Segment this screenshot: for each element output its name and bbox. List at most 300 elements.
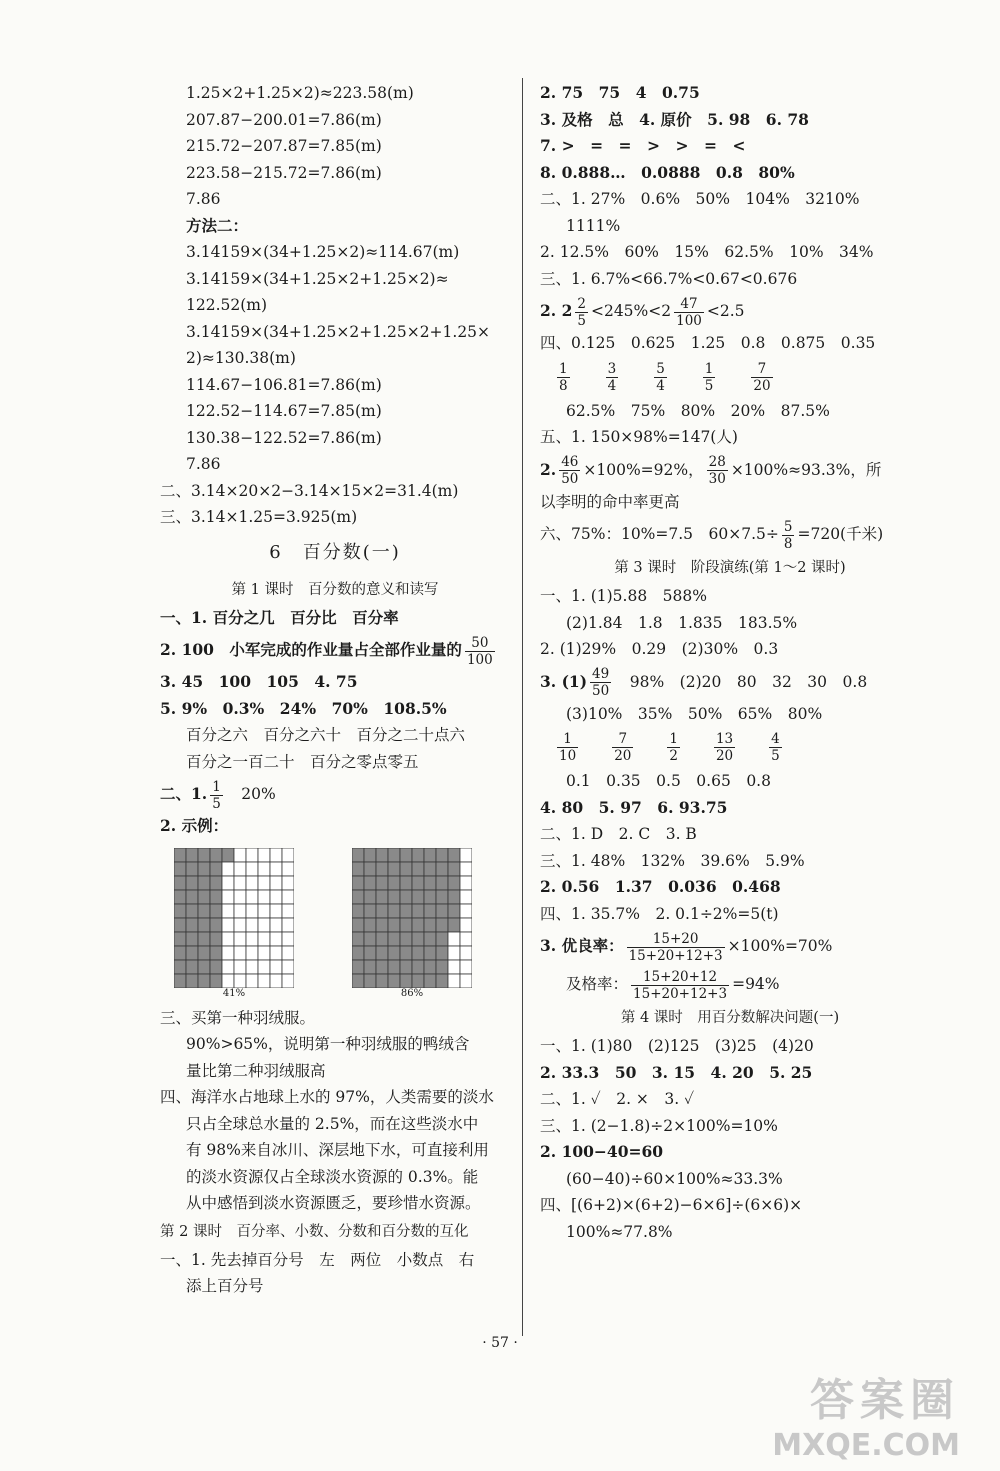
grid-cell-empty bbox=[258, 918, 270, 932]
answer-text: 二、1. bbox=[160, 784, 208, 803]
grid-cell-empty bbox=[270, 974, 282, 988]
answer-line bbox=[160, 631, 510, 669]
answer-line: 122.52−114.67=7.85(m) bbox=[186, 402, 382, 420]
grid-cell-filled bbox=[174, 974, 186, 988]
grid-cell-empty bbox=[222, 932, 234, 946]
answer-line: 3.14159×(34+1.25×2)≈114.67(m) bbox=[186, 243, 460, 261]
grid-cell-filled bbox=[424, 904, 436, 918]
answer-line: 有 98%来自冰川、深层地下水，可直接利用 bbox=[186, 1141, 489, 1159]
grid-cell-empty bbox=[258, 890, 270, 904]
grid-cell-filled bbox=[174, 918, 186, 932]
answer-text: ×100%=92%， bbox=[583, 460, 704, 479]
answer-line bbox=[540, 927, 920, 965]
grid-cell-empty bbox=[222, 946, 234, 960]
answer-text: 3. (1) bbox=[540, 671, 588, 691]
answer-line: 三、1. 48% 132% 39.6% 5.9% bbox=[540, 851, 805, 870]
grid-cell-filled bbox=[424, 918, 436, 932]
fraction: $\frac{47}{100}$ bbox=[676, 295, 702, 329]
grid-cell-empty bbox=[258, 946, 270, 960]
grid-cell-filled bbox=[388, 932, 400, 946]
grid-cell-filled bbox=[436, 946, 448, 960]
grid-cell-filled bbox=[210, 946, 222, 960]
grid-cell-empty bbox=[234, 904, 246, 918]
grid-cell-empty bbox=[246, 974, 258, 988]
grid-cell-empty bbox=[222, 890, 234, 904]
answer-line: 一、1. 先去掉百分号 左 两位 小数点 右 bbox=[160, 1250, 475, 1269]
grid-cell-filled bbox=[424, 974, 436, 988]
grid-cell-filled bbox=[186, 918, 198, 932]
answer-text: =94% bbox=[732, 975, 780, 993]
answer-line: 三、1. 6.7%<66.7%<0.67<0.676 bbox=[540, 269, 798, 288]
grid-cell-filled bbox=[364, 974, 376, 988]
fraction: $\frac{4}{5}$ bbox=[771, 731, 780, 764]
grid-cell-empty bbox=[258, 904, 270, 918]
grid-label: 41% bbox=[222, 987, 246, 999]
grid-cell-empty bbox=[270, 918, 282, 932]
answer-text: <2.5 bbox=[706, 302, 745, 320]
grid-cell-empty bbox=[222, 974, 234, 988]
fraction: $\frac{46}{50}$ bbox=[561, 454, 579, 487]
grid-cell-filled bbox=[352, 974, 364, 988]
grid-cell-filled bbox=[352, 848, 364, 862]
grid-cell-empty bbox=[246, 960, 258, 974]
grid-cell-filled bbox=[210, 932, 222, 946]
answer-line bbox=[540, 451, 920, 489]
answer-line: (60−40)÷60×100%≈33.3% bbox=[566, 1169, 783, 1188]
grid-cell-filled bbox=[174, 904, 186, 918]
grid-cell-empty bbox=[258, 960, 270, 974]
grid-cell-empty bbox=[460, 904, 472, 918]
grid-cell-empty bbox=[234, 960, 246, 974]
grid-cell-empty bbox=[282, 862, 294, 876]
grid-cell-filled bbox=[412, 848, 424, 862]
grid-cell-filled bbox=[352, 890, 364, 904]
grid-cell-filled bbox=[448, 848, 460, 862]
grid-cell-filled bbox=[376, 946, 388, 960]
grid-cell-filled bbox=[400, 932, 412, 946]
grid-cell-filled bbox=[186, 890, 198, 904]
answer-line: 四、[(6+2)×(6+2)−6×6]÷(6×6)× bbox=[540, 1196, 803, 1214]
answer-line: 7. > = = > > = < bbox=[540, 136, 746, 155]
grid-cell-filled bbox=[376, 918, 388, 932]
grid-cell-empty bbox=[282, 974, 294, 988]
grid-cell-filled bbox=[412, 946, 424, 960]
grid-cell-filled bbox=[436, 890, 448, 904]
answer-line: 一、1. (1)80 (2)125 (3)25 (4)20 bbox=[540, 1037, 814, 1055]
grid-cell-filled bbox=[210, 848, 222, 862]
grid-cell-filled bbox=[222, 848, 234, 862]
grid-cell-empty bbox=[460, 960, 472, 974]
grid-cell-empty bbox=[222, 862, 234, 876]
answer-line: 3. 及格 总 4. 原价 5. 98 6. 78 bbox=[540, 109, 809, 129]
grid-cell-empty bbox=[448, 960, 460, 974]
grid-cell-filled bbox=[400, 890, 412, 904]
answer-line: 3.14159×(34+1.25×2+1.25×2+1.25× bbox=[186, 322, 491, 341]
grid-cell-empty bbox=[282, 890, 294, 904]
grid-cell-filled bbox=[448, 918, 460, 932]
answer-line: 三、买第一种羽绒服。 bbox=[160, 1008, 316, 1027]
grid-cell-filled bbox=[352, 862, 364, 876]
answer-line: 207.87−200.01=7.86(m) bbox=[186, 110, 382, 129]
grid-cell-filled bbox=[376, 848, 388, 862]
answer-text: 2. bbox=[540, 459, 557, 479]
grid-cell-filled bbox=[412, 876, 424, 890]
grid-cell-filled bbox=[364, 960, 376, 974]
left-column bbox=[160, 80, 510, 1300]
answer-line: 百分之六 百分之六十 百分之二十点六 bbox=[186, 726, 466, 744]
grid-cell-filled bbox=[174, 890, 186, 904]
answer-line: 量比第二种羽绒服高 bbox=[186, 1061, 326, 1080]
answer-line: 二、1. D 2. C 3. B bbox=[540, 825, 697, 843]
answer-line: 二、3.14×20×2−3.14×15×2=31.4(m) bbox=[160, 481, 459, 500]
answer-line: 5. 9% 0.3% 24% 70% 108.5% bbox=[160, 698, 447, 718]
grid-cell-empty bbox=[234, 890, 246, 904]
answer-line: 从中感悟到淡水资源匮乏，要珍惜水资源。 bbox=[186, 1194, 481, 1212]
grid-cell-empty bbox=[282, 848, 294, 862]
grid-cell-filled bbox=[388, 918, 400, 932]
grid-cell-filled bbox=[376, 974, 388, 988]
answer-line: 1111% bbox=[566, 216, 621, 235]
grid-cell-filled bbox=[412, 960, 424, 974]
grid-cell-empty bbox=[282, 960, 294, 974]
watermark-logo: 答案圈 bbox=[810, 1375, 960, 1426]
grid-cell-filled bbox=[364, 904, 376, 918]
answer-line: 7.86 bbox=[186, 455, 221, 473]
grid-cell-empty bbox=[246, 946, 258, 960]
grid-cell-filled bbox=[364, 848, 376, 862]
grid-cell-filled bbox=[412, 932, 424, 946]
grid-cell-filled bbox=[364, 890, 376, 904]
answer-line: (2)1.84 1.8 1.835 183.5% bbox=[566, 613, 798, 632]
fraction: $\frac{1}{8}$ bbox=[559, 360, 568, 394]
grid-cell-filled bbox=[210, 974, 222, 988]
answer-line: (3)10% 35% 50% 65% 80% bbox=[566, 704, 823, 723]
grid-cell-empty bbox=[234, 848, 246, 862]
grid-cell-filled bbox=[186, 876, 198, 890]
grid-cell-filled bbox=[198, 848, 210, 862]
fraction: $\frac{15+20+12}{15+20+12+3}$ bbox=[633, 968, 728, 1002]
grid-cell-filled bbox=[424, 890, 436, 904]
answer-line: 1.25×2+1.25×2)≈223.58(m) bbox=[186, 84, 414, 102]
fraction: $\frac{1}{10}$ bbox=[559, 731, 577, 764]
grid-cell-filled bbox=[436, 960, 448, 974]
grid-cell-filled bbox=[436, 876, 448, 890]
grid-cell-filled bbox=[436, 918, 448, 932]
grid-cell-filled bbox=[198, 862, 210, 876]
grid-cell-empty bbox=[246, 848, 258, 862]
grid-cell-empty bbox=[282, 904, 294, 918]
answer-line: 三、1. (2−1.8)÷2×100%=10% bbox=[540, 1116, 778, 1135]
grid-cell-filled bbox=[424, 946, 436, 960]
grid-cell-filled bbox=[174, 960, 186, 974]
answer-line bbox=[540, 292, 920, 330]
grid-cell-filled bbox=[210, 862, 222, 876]
grid-cell-empty bbox=[460, 932, 472, 946]
grid-cell-filled bbox=[412, 918, 424, 932]
grid-cell-empty bbox=[460, 946, 472, 960]
answer-line: 三、3.14×1.25=3.925(m) bbox=[160, 508, 358, 526]
grid-cell-empty bbox=[234, 946, 246, 960]
grid-cell-filled bbox=[210, 890, 222, 904]
grid-cell-filled bbox=[400, 918, 412, 932]
grid-cell-filled bbox=[412, 890, 424, 904]
answer-text: ×100%≈93.3%，所 bbox=[730, 460, 882, 479]
hundred-grid bbox=[352, 848, 472, 988]
grid-cell-filled bbox=[174, 862, 186, 876]
answer-text: 20% bbox=[241, 785, 276, 803]
answer-line: 223.58−215.72=7.86(m) bbox=[186, 163, 382, 182]
grid-cell-filled bbox=[400, 876, 412, 890]
grid-cell-empty bbox=[270, 932, 282, 946]
fraction: $\frac{5}{8}$ bbox=[783, 518, 793, 552]
grid-cell-filled bbox=[400, 904, 412, 918]
grid-cell-filled bbox=[376, 932, 388, 946]
grid-cell-empty bbox=[460, 890, 472, 904]
grid-cell-empty bbox=[270, 946, 282, 960]
grid-cell-filled bbox=[186, 904, 198, 918]
grid-cell-empty bbox=[258, 848, 270, 862]
lesson-heading: 第 3 课时 阶段演练(第 1～2 课时) bbox=[614, 560, 846, 576]
fraction: $\frac{28}{30}$ bbox=[708, 454, 726, 487]
answer-line: 62.5% 75% 80% 20% 87.5% bbox=[566, 401, 830, 420]
grid-cell-filled bbox=[400, 974, 412, 988]
grid-cell-empty bbox=[270, 890, 282, 904]
grid-cell-filled bbox=[352, 960, 364, 974]
grid-cell-filled bbox=[448, 876, 460, 890]
grid-cell-filled bbox=[364, 932, 376, 946]
fraction-row bbox=[540, 361, 920, 394]
grid-cell-filled bbox=[186, 848, 198, 862]
grid-cell-empty bbox=[246, 918, 258, 932]
grid-cell-empty bbox=[222, 904, 234, 918]
lesson-heading: 第 1 课时 百分数的意义和读写 bbox=[231, 581, 439, 598]
grid-cell-filled bbox=[412, 862, 424, 876]
answer-line: 3.14159×(34+1.25×2+1.25×2)≈ bbox=[186, 269, 449, 288]
grid-cell-empty bbox=[234, 862, 246, 876]
answer-line: 3. 45 100 105 4. 75 bbox=[160, 672, 358, 691]
grid-cell-filled bbox=[424, 848, 436, 862]
fraction: $\frac{49}{50}$ bbox=[592, 666, 610, 699]
watermark bbox=[772, 1364, 960, 1463]
fraction: $\frac{7}{20}$ bbox=[753, 360, 771, 394]
answer-line bbox=[540, 965, 920, 1003]
fraction: $\frac{50}{100}$ bbox=[466, 634, 493, 668]
grid-cell-filled bbox=[424, 960, 436, 974]
answer-line: 2. 12.5% 60% 15% 62.5% 10% 34% bbox=[540, 243, 874, 261]
grid-cell-empty bbox=[246, 876, 258, 890]
grid-label: 86% bbox=[400, 987, 424, 999]
grid-cell-filled bbox=[364, 946, 376, 960]
grid-cell-filled bbox=[388, 946, 400, 960]
fraction-row bbox=[540, 731, 920, 764]
grid-cell-filled bbox=[198, 932, 210, 946]
answer-line: 四、海洋水占地球上水的 97%，人类需要的淡水 bbox=[160, 1088, 494, 1106]
grid-cell-filled bbox=[436, 932, 448, 946]
answer-line bbox=[540, 515, 920, 553]
answer-line: 2. (1)29% 0.29 (2)30% 0.3 bbox=[540, 640, 779, 658]
grid-cell-filled bbox=[352, 932, 364, 946]
grid-cell-filled bbox=[424, 862, 436, 876]
grid-cell-filled bbox=[400, 848, 412, 862]
grid-cell-filled bbox=[424, 932, 436, 946]
grid-cell-empty bbox=[282, 918, 294, 932]
grid-cell-empty bbox=[460, 974, 472, 988]
grid-cell-empty bbox=[448, 932, 460, 946]
grid-cell-filled bbox=[210, 904, 222, 918]
grid-cell-filled bbox=[412, 974, 424, 988]
grid-cell-empty bbox=[246, 932, 258, 946]
answer-line: 90%>65%，说明第一种羽绒服的鸭绒含 bbox=[186, 1035, 470, 1053]
grid-cell-filled bbox=[198, 876, 210, 890]
grid-cell-empty bbox=[270, 904, 282, 918]
grid-cell-filled bbox=[210, 918, 222, 932]
answer-line bbox=[160, 775, 510, 813]
lesson-heading: 第 2 课时 百分率、小数、分数和百分数的互化 bbox=[160, 1223, 469, 1240]
grid-cell-empty bbox=[282, 946, 294, 960]
grid-cell-empty bbox=[270, 876, 282, 890]
answer-line: 8. 0.888… 0.0888 0.8 80% bbox=[540, 162, 795, 182]
grid-cell-filled bbox=[364, 876, 376, 890]
page-number: · 57 · bbox=[482, 1335, 518, 1351]
fraction: $\frac{1}{2}$ bbox=[669, 731, 678, 764]
grid-cell-empty bbox=[222, 876, 234, 890]
answer-text: 2. 100 小军完成的作业量占全部作业量的 bbox=[160, 640, 462, 659]
grid-cell-filled bbox=[400, 946, 412, 960]
answer-line: 二、1. 27% 0.6% 50% 104% 3210% bbox=[540, 190, 860, 208]
answer-text: <245%<2 bbox=[590, 302, 672, 320]
grid-cell-filled bbox=[174, 946, 186, 960]
answer-line: 2. 33.3 50 3. 15 4. 20 5. 25 bbox=[540, 1062, 813, 1082]
answer-text: 98% (2)20 80 32 30 0.8 bbox=[629, 672, 868, 691]
grid-cell-empty bbox=[460, 876, 472, 890]
grid-cell-empty bbox=[460, 862, 472, 876]
grid-cell-filled bbox=[448, 890, 460, 904]
grid-cell-filled bbox=[388, 960, 400, 974]
watermark-url: MXQE.COM bbox=[772, 1428, 960, 1463]
grid-cell-empty bbox=[282, 876, 294, 890]
grid-cell-filled bbox=[174, 932, 186, 946]
grid-example-2 bbox=[352, 848, 472, 999]
grid-cell-empty bbox=[234, 918, 246, 932]
grid-cell-empty bbox=[448, 946, 460, 960]
column-divider bbox=[522, 78, 523, 1336]
grid-cell-empty bbox=[258, 932, 270, 946]
grid-cell-filled bbox=[198, 946, 210, 960]
grid-cell-empty bbox=[258, 876, 270, 890]
hundred-grids bbox=[174, 848, 510, 999]
grid-cell-empty bbox=[246, 862, 258, 876]
grid-cell-filled bbox=[376, 960, 388, 974]
answer-text: 2. 2 bbox=[540, 301, 573, 320]
answer-line: 2)≈130.38(m) bbox=[186, 349, 296, 367]
fraction: $\frac{1}{5}$ bbox=[212, 778, 221, 812]
answer-text: =720(千米) bbox=[797, 525, 884, 543]
grid-cell-empty bbox=[234, 876, 246, 890]
fraction: $\frac{2}{5}$ bbox=[577, 295, 586, 329]
method-heading: 方法二： bbox=[186, 215, 249, 235]
grid-cell-filled bbox=[388, 862, 400, 876]
grid-cell-filled bbox=[436, 904, 448, 918]
answer-line: 0.1 0.35 0.5 0.65 0.8 bbox=[566, 772, 771, 790]
answer-line: 二、1. ✓ 2. × 3. ✓ bbox=[540, 1090, 695, 1108]
grid-cell-empty bbox=[270, 862, 282, 876]
grid-cell-filled bbox=[186, 974, 198, 988]
fraction: $\frac{13}{20}$ bbox=[715, 731, 734, 764]
grid-cell-filled bbox=[400, 862, 412, 876]
grid-cell-filled bbox=[210, 876, 222, 890]
grid-cell-filled bbox=[388, 974, 400, 988]
grid-cell-empty bbox=[270, 848, 282, 862]
answer-line: 的淡水资源仅占全球淡水资源的 0.3%。能 bbox=[186, 1167, 479, 1186]
hundred-grid bbox=[174, 848, 294, 988]
section-title: 6 百分数(一) bbox=[269, 541, 401, 563]
grid-cell-filled bbox=[198, 974, 210, 988]
fraction: $\frac{15+20}{15+20+12+3}$ bbox=[628, 930, 723, 964]
grid-cell-filled bbox=[388, 848, 400, 862]
answer-line: 四、0.125 0.625 1.25 0.8 0.875 0.35 bbox=[540, 334, 876, 352]
lesson-heading: 第 4 课时 用百分数解决问题(一) bbox=[620, 1010, 840, 1026]
grid-cell-filled bbox=[400, 960, 412, 974]
grid-example-1 bbox=[174, 848, 294, 999]
grid-cell-filled bbox=[198, 904, 210, 918]
answer-line: 7.86 bbox=[186, 190, 221, 208]
grid-cell-filled bbox=[436, 848, 448, 862]
grid-cell-filled bbox=[388, 890, 400, 904]
grid-cell-filled bbox=[174, 876, 186, 890]
grid-cell-filled bbox=[436, 862, 448, 876]
answer-line: 4. 80 5. 97 6. 93.75 bbox=[540, 797, 728, 817]
grid-cell-filled bbox=[412, 904, 424, 918]
answer-line: 2. 75 75 4 0.75 bbox=[540, 83, 700, 102]
grid-cell-filled bbox=[376, 862, 388, 876]
grid-cell-filled bbox=[186, 946, 198, 960]
grid-cell-empty bbox=[282, 932, 294, 946]
fraction: $\frac{3}{4}$ bbox=[607, 360, 617, 394]
answer-line: 2. 示例： bbox=[160, 816, 229, 835]
grid-cell-empty bbox=[246, 904, 258, 918]
grid-cell-filled bbox=[174, 848, 186, 862]
grid-cell-filled bbox=[436, 974, 448, 988]
grid-cell-filled bbox=[388, 876, 400, 890]
answer-line: 2. 0.56 1.37 0.036 0.468 bbox=[540, 877, 781, 896]
grid-cell-filled bbox=[198, 960, 210, 974]
answer-line bbox=[540, 663, 920, 701]
grid-cell-filled bbox=[376, 890, 388, 904]
grid-cell-filled bbox=[186, 960, 198, 974]
answer-line: 114.67−106.81=7.86(m) bbox=[186, 375, 382, 394]
grid-cell-filled bbox=[210, 960, 222, 974]
grid-cell-empty bbox=[246, 890, 258, 904]
answer-line: 五、1. 150×98%=147(人) bbox=[540, 428, 738, 446]
grid-cell-filled bbox=[364, 918, 376, 932]
fraction: $\frac{1}{5}$ bbox=[704, 360, 714, 394]
grid-cell-filled bbox=[352, 876, 364, 890]
grid-cell-empty bbox=[448, 974, 460, 988]
answer-text: 及格率： bbox=[566, 975, 629, 993]
grid-cell-filled bbox=[198, 918, 210, 932]
answer-text: 3. 优良率： bbox=[540, 936, 624, 955]
fraction: $\frac{7}{20}$ bbox=[614, 731, 632, 764]
grid-cell-empty bbox=[270, 960, 282, 974]
answer-line: 添上百分号 bbox=[186, 1277, 264, 1295]
grid-cell-filled bbox=[424, 876, 436, 890]
grid-cell-filled bbox=[376, 876, 388, 890]
grid-cell-filled bbox=[186, 862, 198, 876]
grid-cell-empty bbox=[234, 932, 246, 946]
grid-cell-empty bbox=[258, 974, 270, 988]
answer-line: 215.72−207.87=7.85(m) bbox=[186, 137, 382, 155]
answer-text: 六、75%：10%=7.5 60×7.5÷ bbox=[540, 525, 779, 543]
